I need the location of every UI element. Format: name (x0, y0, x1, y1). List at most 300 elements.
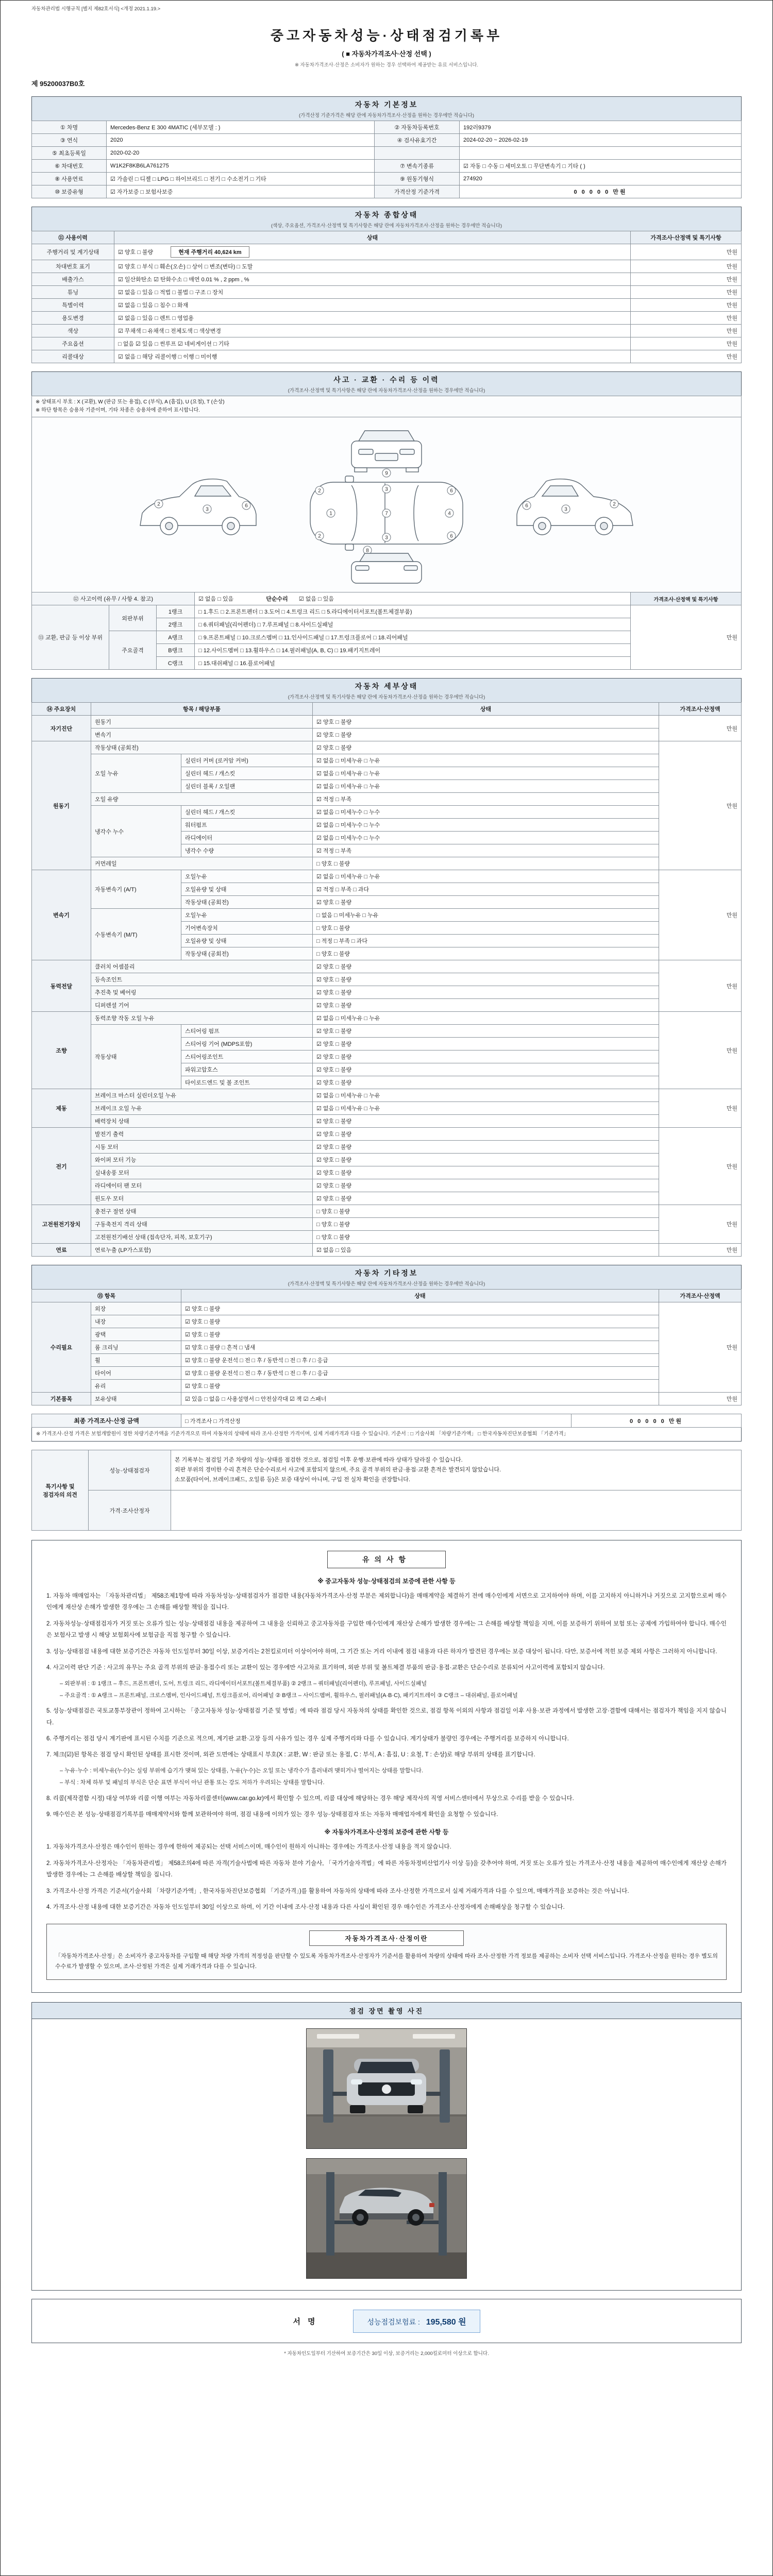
status-cell[interactable]: ☑ 양호 □ 불량 (313, 1025, 659, 1038)
item-label: 추진축 및 베어링 (91, 986, 313, 999)
status-cell[interactable]: ☑ 양호 □ 불량 (181, 1380, 659, 1393)
header-row (32, 1290, 742, 1302)
inspection-photo-front-lift (306, 2028, 467, 2149)
device-group-label: 연료 (32, 1244, 91, 1257)
status-cell[interactable] (114, 350, 631, 363)
photo-stack (32, 2028, 741, 2279)
final-price-table (31, 1414, 742, 1428)
item-label: 튜닝 (32, 286, 114, 299)
svg-text:3: 3 (206, 506, 209, 513)
year-label: ③ 연식 (32, 134, 107, 147)
section-title: 자동차 기타정보 (355, 1269, 418, 1277)
comment-line: 본 기록부는 점검일 기준 차량의 성능·상태를 점검한 것으로, 점검일 이후 운행·보관에 따라 상태가 달라질 수 있습니다. (175, 1457, 463, 1464)
status-cell[interactable]: ☑ 있음 □ 없음 □ 사용설명서 □ 안전삼각대 ☑ 잭 ☑ 스패너 (181, 1393, 659, 1405)
other-info-row (32, 1328, 742, 1341)
status-cell[interactable]: □ 적정 □ 부족 □ 과다 (313, 935, 659, 947)
status-checkboxes[interactable]: ☑ 없음 □ 있음 □ 렌트 □ 영업용 (118, 315, 194, 321)
comprehensive-title-bar (31, 207, 742, 231)
device-condition-row (32, 1205, 742, 1218)
status-cell[interactable] (114, 312, 631, 325)
item-label: 배출가스 (32, 273, 114, 286)
device-condition-row (32, 960, 742, 973)
status-cell[interactable]: ☑ 양호 □ 불량 (313, 1128, 659, 1141)
device-condition-row (32, 754, 742, 767)
status-cell[interactable]: □ 양호 □ 불량 (313, 1231, 659, 1244)
status-cell[interactable]: ☑ 양호 □ 불량 (313, 999, 659, 1012)
legend-row (32, 396, 742, 417)
fuel-checkboxes[interactable]: ☑ 가솔린 □ 디젤 □ LPG □ 하이브리드 □ 전기 □ 수소전기 □ 기타 (107, 173, 375, 185)
subitem-label: 실린더 헤드 / 개스킷 (181, 767, 313, 780)
section-detail-condition (31, 678, 742, 1257)
header-row (32, 231, 742, 244)
first-registration-label: ⑤ 최초등록일 (32, 147, 107, 160)
table-row (32, 160, 742, 173)
transmission-checkboxes[interactable]: ☑ 자동 □ 수동 □ 세미오토 □ 무단변속기 □ 기타 ( ) (460, 160, 742, 173)
car-diagram-cell (32, 417, 742, 592)
device-condition-row (32, 1089, 742, 1102)
device-group-label: 변속기 (32, 870, 91, 960)
status-checkboxes[interactable]: ☑ 양호 □ 부식 □ 훼손(오손) □ 상이 □ 변조(변타) □ 도말 (118, 264, 253, 270)
item-label: 구동축전지 격리 상태 (91, 1218, 313, 1231)
subitem-label: 실린더 커버 (로커암 커버) (181, 754, 313, 767)
base-price-label: 가격산정 기준가격 (375, 185, 460, 198)
svg-text:4: 4 (448, 511, 451, 517)
accident-history-table (31, 396, 742, 670)
other-info-table (31, 1289, 742, 1405)
status-checkboxes[interactable]: ☑ 없음 □ 있음 □ 침수 □ 화재 (118, 302, 189, 309)
status-cell[interactable]: ☑ 양호 □ 불량 (313, 728, 659, 741)
section-accident-history (31, 371, 742, 670)
panel-checkboxes[interactable]: □ 15.대쉬패널 □ 16.플로어패널 (195, 657, 631, 670)
status-cell[interactable]: ☑ 양호 □ 불량 (313, 1050, 659, 1063)
device-condition-row (32, 1128, 742, 1141)
accident-history-status[interactable] (195, 592, 631, 605)
status-cell[interactable] (114, 244, 631, 260)
device-condition-row (32, 986, 742, 999)
svg-text:3: 3 (564, 506, 567, 513)
empty-label-cell (375, 147, 460, 160)
col-status: 상태 (313, 703, 659, 716)
status-cell[interactable]: ☑ 없음 □ 미세누유 □ 누유 (313, 870, 659, 883)
usage-history-row (32, 299, 742, 312)
subitem-label: 오일유량 및 상태 (181, 935, 313, 947)
svg-text:1: 1 (329, 511, 332, 517)
section-note: (가격조사·산정액 및 특기사항은 해당 란에 자동차가격조사·산정을 원하는 경우에만 적습니다) (288, 694, 485, 700)
status-cell[interactable]: ☑ 적정 □ 부족 (313, 844, 659, 857)
item-label: 룸 크리닝 (91, 1341, 181, 1354)
panel-group-label: 외판부위 (109, 605, 157, 631)
status-cell[interactable]: ☑ 적정 □ 부족 □ 과다 (313, 883, 659, 896)
device-group-label: 원동기 (32, 741, 91, 870)
item-label: 작동상태 (공회전) (91, 741, 313, 754)
status-cell[interactable] (114, 299, 631, 312)
status-cell[interactable]: ☑ 없음 □ 미세누수 □ 누수 (313, 832, 659, 844)
car-front-view (351, 431, 422, 472)
section-comprehensive (31, 207, 742, 363)
status-cell[interactable]: ☑ 양호 □ 불량 (313, 1115, 659, 1128)
status-cell[interactable]: ☑ 양호 □ 불량 (313, 741, 659, 754)
status-cell[interactable] (114, 260, 631, 273)
info-box-body: 「자동차가격조사·산정」은 소비자가 중고자동차를 구입할 때 해당 차량 가격의 적정성을 판단할 수 있도록 자동차가격조사·산정자가 기준서를 활용하여 차량의 상태에 따라 조사·산정한 가격 정보를 제공하는 소비자 선택 서비스입니다. 가격조사·산정을 원하는 경우 별도의 수수료가 발생할 수 있으며, 조사·산정된 가격은 실제 거래가격과 다를 수 있습니다. (55, 1953, 718, 1970)
price-option-note: ※ 자동차가격조사·산정은 소비자가 원하는 경우 선택하여 제공받는 유료 서비스입니다. (294, 62, 479, 68)
comprehensive-table (31, 231, 742, 363)
item-label: 오일 누유 (91, 754, 181, 793)
detail-title-bar (31, 678, 742, 702)
notice-item: 5. 성능·상태점검은 국토교통부장관이 정하여 고시하는 「중고자동차 성능·상태점검 기준 및 방법」에 따라 점검 당시 자동차의 상태를 확인한 것으로, 점검 항목 이외의 사항과 점검일 이후 사용·보관 과정에서 발생한 고장·결함에 대해서는 점검자가 책임을 지지 않습니다. (46, 1708, 727, 1726)
status-checkboxes[interactable]: ☑ 무채색 □ 유채색 □ 전체도색 □ 색상변경 (118, 328, 221, 334)
section-inspection-photos (31, 2002, 742, 2291)
price-cell: 만원 (659, 1089, 742, 1128)
status-cell[interactable]: ☑ 없음 □ 미세누유 □ 누유 (313, 780, 659, 793)
status-cell[interactable]: □ 양호 □ 불량 (313, 1205, 659, 1218)
fuel-label: ⑧ 사용연료 (32, 173, 107, 185)
col-status: 상태 (114, 231, 631, 244)
status-cell[interactable]: ☑ 양호 □ 불량 (313, 1141, 659, 1154)
status-checkboxes[interactable]: □ 없음 ☑ 있음 □ 썬루프 ☑ 네비게이션 □ 기타 (118, 341, 229, 347)
price-option-subtitle: ( ■ 자동차가격조사·산정 선택 ) (342, 50, 431, 58)
inspection-period-value: 2024-02-20 ~ 2026-02-19 (460, 134, 742, 147)
simple-repair-checkboxes[interactable]: ☑ 없음 □ 있음 (298, 596, 334, 602)
status-cell[interactable]: ☑ 양호 □ 불량 (313, 896, 659, 909)
status-cell[interactable]: ☑ 양호 □ 불량 (313, 716, 659, 728)
reg-no-value: 192러9379 (460, 121, 742, 134)
table-row (32, 147, 742, 160)
title-block (31, 25, 742, 68)
inspector-comment (171, 1490, 742, 1531)
warranty-type-label: ⑩ 보증유형 (32, 185, 107, 198)
status-cell[interactable]: ☑ 없음 □ 미세누유 □ 누유 (313, 1089, 659, 1102)
section-note: (가격산정 기준가격은 해당 란에 자동차가격조사·산정을 원하는 경우에만 적습니다) (299, 113, 474, 118)
subitem-label: 냉각수 수량 (181, 844, 313, 857)
notice-item: 9. 매수인은 본 성능·상태점검기록부를 매매계약서와 함께 보관하여야 하며, 점검 내용에 이의가 있는 경우 성능·상태점검자 또는 자동차 매매업자에게 확인을 요청할 수 있습니다. (46, 1811, 498, 1818)
opinions-section-label: 특기사항 및 점검자의 의견 (32, 1450, 89, 1531)
notice-part1-items (46, 1590, 727, 1820)
device-condition-row (32, 1141, 742, 1154)
insurance-fee-label: 성능점검보험료 : (367, 2317, 420, 2326)
vin-label: ⑥ 차대번호 (32, 160, 107, 173)
section-title: 자동차 기본정보 (355, 100, 418, 109)
device-condition-row (32, 716, 742, 728)
device-condition-row (32, 857, 742, 870)
rank-label: 1랭크 (157, 605, 195, 618)
notice-item: 2. 자동차가격조사·산정자는 「자동차관리법」 제58조의4에 따른 자격(기술사법에 따른 자동차 분야 기술사, 「국가기술자격법」에 따른 자동차정비산업기사 이상 등)을 갖추어야 하며, 거짓 또는 오류가 있는 가격조사·산정 내용을 제공하여 매수인에게 재산상 손해가 발생한 경우에는 그 손해를 배상할 책임을 집니다. (46, 1860, 727, 1878)
item-label: 내장 (91, 1315, 181, 1328)
item-label: 실내송풍 모터 (91, 1166, 313, 1179)
usage-history-row (32, 350, 742, 363)
status-cell[interactable]: ☑ 양호 □ 불량 (181, 1328, 659, 1341)
rank-label: 2랭크 (157, 618, 195, 631)
item-label: 등속조인트 (91, 973, 313, 986)
col-device: ⑭ 주요장치 (32, 703, 91, 716)
vin-value: W1K2F8KB6LA761275 (107, 160, 375, 173)
notice-subitem: – 외판부위 : ① 1랭크 – 후드, 프론트펜더, 도어, 트렁크 리드, 라디에이터서포트(볼트체결부품) ② 2랭크 – 쿼터패널(리어펜더), 루프패널, 사이드실패널 (60, 1680, 427, 1687)
footer-note: * 자동차인도일부터 기산하여 보증기간은 30일 이상, 보증거리는 2,000킬로미터 이상으로 합니다. (284, 2351, 489, 2357)
item-label: 냉각수 누수 (91, 806, 181, 857)
price-cell: 만원 (631, 260, 742, 273)
panel-checkboxes[interactable]: □ 9.프론트패널 □ 10.크로스멤버 □ 11.인사이드패널 □ 17.트렁크플로어 □ 18.리어패널 (195, 631, 631, 644)
svg-text:6: 6 (245, 503, 248, 509)
other-group-label: 수리필요 (32, 1302, 91, 1393)
inspector-comment (171, 1450, 742, 1490)
status-cell[interactable] (114, 337, 631, 350)
notice-item: 8. 리콜(제작결함 시정) 대상 여부와 리콜 이행 여부는 자동차리콜센터(www.car.go.kr)에서 확인할 수 있으며, 리콜 대상에 해당하는 경우 해당 제작사의 직영 서비스센터에서 무상으로 수리를 받을 수 있습니다. (46, 1795, 574, 1802)
status-cell[interactable]: ☑ 없음 □ 미세누유 □ 누유 (313, 1012, 659, 1025)
svg-text:2: 2 (613, 501, 616, 507)
item-label: 유리 (91, 1380, 181, 1393)
rank-label: B랭크 (157, 644, 195, 657)
subitem-label: 라디에이터 (181, 832, 313, 844)
status-cell[interactable]: □ 양호 □ 불량 (313, 1218, 659, 1231)
first-registration-value: 2020-02-20 (107, 147, 375, 160)
status-cell[interactable]: ☑ 없음 □ 미세누유 □ 누유 (313, 754, 659, 767)
device-condition-row (32, 1231, 742, 1244)
subitem-label: 스티어링 기어 (MDPS포함) (181, 1038, 313, 1050)
device-condition-row (32, 1102, 742, 1115)
section-note: (색상, 주요옵션, 가격조사·산정액 및 특기사항은 해당 란에 자동차가격조사·산정을 원하는 경우에만 적습니다) (271, 223, 502, 229)
item-label: 자동변속기 (A/T) (91, 870, 181, 909)
other-info-row (32, 1341, 742, 1354)
comment-line: 소모품(타이어, 브레이크패드, 오일류 등)은 보증 대상이 아니며, 구입 전 실차 확인을 권장합니다. (175, 1476, 410, 1483)
engine-type-value: 274920 (460, 173, 742, 185)
panel-checkboxes[interactable]: □ 6.쿼터패널(리어펜더) □ 7.루프패널 □ 8.사이드실패널 (195, 618, 631, 631)
insurance-fee-value: 195,580 원 (426, 2317, 466, 2327)
subitem-label: 실린더 블록 / 오일팬 (181, 780, 313, 793)
status-checkboxes[interactable]: ☑ 없음 □ 해당 리콜이행 □ 이행 □ 미이행 (118, 354, 217, 360)
subitem-label: 워터펌프 (181, 819, 313, 832)
svg-text:8: 8 (366, 548, 369, 554)
item-label: 동력조향 작동 오일 누유 (91, 1012, 313, 1025)
notice-item: 1. 자동차 매매업자는 「자동차관리법」 제58조제1항에 따라 자동차성능·상태점검자가 점검한 내용(자동차가격조사·산정 부분은 제외합니다)을 매매계약을 체결하기 전에 매수인에게 서면으로 고지하여야 하며, 이를 고지하지 아니하거나 거짓으로 고지함으로써 매수인에게 재산상 손해가 발생한 경우에는 그 손해를 배상할 책임을 집니다. (46, 1593, 727, 1611)
notice-item: 4. 가격조사·산정 내용에 대한 보증기간은 자동차 인도일부터 30일 이상으로 하며, 이 기간 이내에 조사·산정 내용과 다른 사실이 확인된 경우 매수인은 가격조사·산정자에게 손해배상을 청구할 수 있습니다. (46, 1904, 565, 1911)
device-condition-row (32, 1192, 742, 1205)
final-price-value: 0 0 0 0 0 만원 (572, 1414, 742, 1428)
inspector-role-label: 성능·상태점검자 (89, 1450, 171, 1490)
usage-history-row (32, 286, 742, 299)
insurance-fee-box (353, 2310, 480, 2333)
status-cell[interactable]: ☑ 양호 □ 불량 운전석 □ 전 □ 후 / 동반석 □ 전 □ 후 / □ 응급 (181, 1354, 659, 1367)
status-cell[interactable]: □ 양호 □ 불량 (313, 947, 659, 960)
status-cell[interactable]: □ 양호 □ 불량 (313, 857, 659, 870)
section-final-price (31, 1414, 742, 1442)
status-cell[interactable]: ☑ 양호 □ 불량 (313, 1038, 659, 1050)
accident-checkboxes[interactable]: ☑ 없음 □ 있음 (198, 596, 234, 602)
car-name-label: ① 차명 (32, 121, 107, 134)
status-cell[interactable]: ☑ 양호 □ 불량 □ 흔적 □ 냄새 (181, 1341, 659, 1354)
diagram-number (382, 469, 391, 477)
item-label: 라디에이터 팬 모터 (91, 1179, 313, 1192)
transmission-label: ⑦ 변속기종류 (375, 160, 460, 173)
status-cell[interactable]: ☑ 없음 □ 미세누유 □ 누유 (313, 767, 659, 780)
item-label: 보유상태 (91, 1393, 181, 1405)
base-price-value: 0 0 0 0 0 만원 (460, 185, 742, 198)
subitem-label: 오일유량 및 상태 (181, 883, 313, 896)
device-condition-row (32, 741, 742, 754)
signature-section (31, 2299, 742, 2343)
price-cell: 만원 (631, 337, 742, 350)
col-price: 가격조사·산정액 (659, 1290, 742, 1302)
status-cell[interactable]: ☑ 적정 □ 부족 (313, 793, 659, 806)
inspector-role-label: 가격·조사산정자 (89, 1490, 171, 1531)
status-cell[interactable]: ☑ 없음 □ 미세누유 □ 누유 (313, 1102, 659, 1115)
item-label: 충전구 절연 상태 (91, 1205, 313, 1218)
status-checkboxes[interactable]: ☑ 일산화탄소 ☑ 탄화수소 □ 매연 0.01 % , 2 ppm , % (118, 277, 249, 283)
section-note: (가격조사·산정액 및 특기사항은 해당 란에 자동차가격조사·산정을 원하는 경우에만 적습니다) (288, 388, 485, 394)
status-cell[interactable]: ☑ 양호 □ 불량 (181, 1302, 659, 1315)
item-label: 커먼레일 (91, 857, 313, 870)
item-label: 광택 (91, 1328, 181, 1341)
item-label: 시동 모터 (91, 1141, 313, 1154)
table-row (32, 121, 742, 134)
device-condition-row (32, 1115, 742, 1128)
panel-checkboxes[interactable]: □ 12.사이드멤버 □ 13.휠하우스 □ 14.필러패널(A, B, C) □ 19.패키지트레이 (195, 644, 631, 657)
notice-item: 1. 자동차가격조사·산정은 매수인이 원하는 경우에 한하여 제공되는 선택 서비스이며, 매수인이 원하지 아니하는 경우에는 가격조사·산정 내용을 적지 않습니다. (46, 1844, 451, 1851)
svg-text:2: 2 (157, 501, 160, 507)
section-note: (가격조사·산정액 및 특기사항은 해당 란에 자동차가격조사·산정을 원하는 경우에만 적습니다) (288, 1281, 485, 1287)
legend-cell (32, 396, 742, 417)
subitem-label: 오일누유 (181, 870, 313, 883)
other-info-row (32, 1367, 742, 1380)
svg-text:2: 2 (318, 488, 321, 494)
status-checkboxes[interactable]: ☑ 없음 □ 있음 □ 적법 □ 불법 □ 구조 □ 장치 (118, 290, 224, 296)
svg-text:6: 6 (525, 503, 528, 509)
col-item: ⑮ 항목 (32, 1290, 181, 1302)
col-usage-history: ⑪ 사용이력 (32, 231, 114, 244)
device-group-label: 제동 (32, 1089, 91, 1128)
notice-subitem: – 누유·누수 : 미세누유(누수)는 실링 부위에 습기가 맺혀 있는 상태를, 누유(누수)는 오일 또는 냉각수가 흘러내려 맺히거나 떨어지는 상태를 말합니다. (60, 1767, 423, 1774)
usage-history-row (32, 325, 742, 337)
detail-condition-table (31, 702, 742, 1257)
table-row (32, 173, 742, 185)
notice-section (31, 1540, 742, 1993)
photo-car-raised-on-lift (307, 2159, 466, 2278)
status-cell[interactable]: ☑ 양호 □ 불량 (313, 986, 659, 999)
table-row (32, 134, 742, 147)
section-title: 사고 · 교환 · 수리 등 이력 (333, 376, 440, 384)
status-cell[interactable]: ☑ 양호 □ 불량 (313, 1063, 659, 1076)
table-row (32, 185, 742, 198)
price-cell: 만원 (659, 1393, 742, 1405)
price-cell: 만원 (659, 716, 742, 741)
status-cell[interactable]: ☑ 없음 □ 미세누수 □ 누수 (313, 819, 659, 832)
status-cell[interactable] (114, 273, 631, 286)
status-code-legend: ※ 상태표시 부호 : X (교환), W (판금 또는 용접), C (부식), A (흠집), U (요철), T (손상) (36, 399, 225, 405)
warranty-type-checkboxes[interactable]: ☑ 자가보증 □ 보험사보증 (107, 185, 375, 198)
notice-subitem: – 부식 : 차체 하부 및 패널의 부식은 단순 표면 부식이 아닌 관통 또는 강도 저하가 우려되는 상태를 말합니다. (60, 1780, 325, 1786)
car-rear-view (351, 553, 422, 583)
inspection-period-label: ④ 검사유효기간 (375, 134, 460, 147)
exchange-panel-row (32, 605, 742, 618)
rank-label: C랭크 (157, 657, 195, 670)
status-cell[interactable]: ☑ 양호 □ 불량 (313, 960, 659, 973)
diagram-row (32, 417, 742, 592)
section-basic-info (31, 96, 742, 198)
price-cell: 만원 (659, 1244, 742, 1257)
exchange-section-label: ⑬ 교환, 판금 등 이상 부위 (32, 605, 109, 670)
section-other-info (31, 1265, 742, 1405)
status-cell[interactable]: ☑ 양호 □ 불량 (313, 1192, 659, 1205)
status-cell[interactable]: ☑ 양호 □ 불량 운전석 □ 전 □ 후 / 동반석 □ 전 □ 후 / □ 응급 (181, 1367, 659, 1380)
status-cell[interactable]: ☑ 양호 □ 불량 (313, 1179, 659, 1192)
price-cell: 만원 (659, 1128, 742, 1205)
status-cell[interactable]: ☑ 양호 □ 불량 (313, 1166, 659, 1179)
status-cell[interactable]: ☑ 양호 □ 불량 (313, 1076, 659, 1089)
item-label: 작동상태 (91, 1025, 181, 1089)
opinion-row (32, 1490, 742, 1531)
panel-checkboxes[interactable]: □ 1.후드 □ 2.프론트펜더 □ 3.도어 □ 4.트렁크 리드 □ 5.라디에이터서포트(볼트체결부품) (195, 605, 631, 618)
status-cell[interactable]: ☑ 없음 □ 미세누수 □ 누수 (313, 806, 659, 819)
device-group-label: 자기진단 (32, 716, 91, 741)
section-title: 자동차 종합상태 (355, 211, 418, 219)
other-info-row (32, 1393, 742, 1405)
status-cell[interactable]: □ 없음 □ 미세누유 □ 누유 (313, 909, 659, 922)
device-condition-row (32, 909, 742, 922)
status-cell[interactable] (114, 286, 631, 299)
price-cell: 만원 (631, 299, 742, 312)
status-cell[interactable] (114, 325, 631, 337)
notice-item: 4. 사고이력 판단 기준 : 사고의 유무는 주요 골격 부위의 판금·용접수리 또는 교환이 있는 경우에만 사고차로 표기하며, 외판 부위 및 볼트체결 부품의 판금·용접·교환은 단순수리로 분류되어 사고이력에 포함되지 않습니다. (46, 1665, 605, 1671)
price-cell: 만원 (631, 244, 742, 260)
usage-history-row (32, 273, 742, 286)
year-value: 2020 (107, 134, 375, 147)
svg-text:3: 3 (385, 486, 388, 493)
status-cell[interactable]: ☑ 없음 □ 있음 (313, 1244, 659, 1257)
comment-line: 외판 부위의 경미한 수리 흔적은 단순수리로서 사고에 포함되지 않으며, 주요 골격 부위의 판금·용접·교환 흔적은 발견되지 않았습니다. (175, 1467, 501, 1473)
usage-history-row (32, 337, 742, 350)
price-cell: 만원 (659, 1012, 742, 1089)
device-condition-row (32, 1012, 742, 1025)
item-label: 특별이력 (32, 299, 114, 312)
notice-subitem: – 주요골격 : ① A랭크 – 프론트패널, 크로스멤버, 인사이드패널, 트렁크플로어, 리어패널 ② B랭크 – 사이드멤버, 휠하우스, 필러패널(A·B·C), 패키지트레이 ③ C랭크 – 대쉬패널, 플로어패널 (60, 1692, 518, 1699)
usage-history-row (32, 244, 742, 260)
subitem-label: 타이로드엔드 및 볼 조인트 (181, 1076, 313, 1089)
final-price-checkboxes[interactable]: □ 가격조사 □ 가격산정 (181, 1414, 572, 1428)
opinion-row (32, 1450, 742, 1490)
notice-part2-items (46, 1841, 727, 1913)
accident-history-row (32, 592, 742, 605)
final-price-note: ※ 가격조사·산정 가격은 보험개발원이 정한 차량기준가액을 기준가격으로 하여 자동차의 상태에 따라 조사·산정한 가격이며, 실제 거래가격과 다를 수 있습니다. 기준서 : □ 기술사회 「차량기준가액」 □ 한국자동차진단보증협회 「기준가격」 (31, 1428, 742, 1442)
col-status: 상태 (181, 1290, 659, 1302)
status-cell[interactable]: ☑ 양호 □ 불량 (181, 1315, 659, 1328)
info-box-title: 자동차가격조사·산정이란 (309, 1930, 464, 1946)
notice-item: 2. 자동차성능·상태점검자가 거짓 또는 오류가 있는 성능·상태점검 내용을 제공하여 그 내용을 신뢰하고 중고자동차를 구입한 매수인에게 재산상 손해가 발생한 경우에는 그 손해를 배상할 책임을 지며, 이를 보증하기 위하여 보험 또는 공제에 가입하여야 합니다. 매수인은 보험사고 발생 시 해당 보험회사에 보험금을 직접 청구할 수 있습니다. (46, 1620, 727, 1639)
subitem-label: 기어변속장치 (181, 922, 313, 935)
usage-history-row (32, 312, 742, 325)
device-condition-row (32, 973, 742, 986)
item-label: 윈도우 모터 (91, 1192, 313, 1205)
status-cell[interactable]: ☑ 양호 □ 불량 (313, 1154, 659, 1166)
price-cell: 만원 (659, 741, 742, 870)
item-label: 연료누출 (LP가스포함) (91, 1244, 313, 1257)
item-label: 리콜대상 (32, 350, 114, 363)
engine-type-label: ⑨ 원동기형식 (375, 173, 460, 185)
other-group-label: 기본품목 (32, 1393, 91, 1405)
rank-label: A랭크 (157, 631, 195, 644)
device-condition-row (32, 1179, 742, 1192)
price-cell: 만원 (659, 870, 742, 960)
device-condition-row (32, 999, 742, 1012)
notice-part1-heading: ※ 중고자동차 성능·상태점검의 보증에 관한 사항 등 (317, 1578, 456, 1585)
status-checkboxes[interactable]: ☑ 양호 □ 불량 (118, 249, 154, 256)
other-title-bar (31, 1265, 742, 1289)
device-condition-row (32, 728, 742, 741)
status-cell[interactable]: ☑ 양호 □ 불량 (313, 973, 659, 986)
svg-text:6: 6 (450, 488, 453, 494)
item-label: 고전원전기배선 상태 (접속단자, 피복, 보호기구) (91, 1231, 313, 1244)
status-cell[interactable]: □ 양호 □ 불량 (313, 922, 659, 935)
basic-info-table (31, 121, 742, 198)
subitem-label: 실린더 헤드 / 개스킷 (181, 806, 313, 819)
notice-item: 3. 가격조사·산정 가격은 기준서(기술사회 「차량기준가액」, 한국자동차진단보증협회 「기준가격」)를 활용하여 자동차의 상태에 따라 조사·산정한 가격으로서 실제 거래가격과 다를 수 있으며, 매매가격을 보증하는 것은 아닙니다. (46, 1888, 629, 1894)
